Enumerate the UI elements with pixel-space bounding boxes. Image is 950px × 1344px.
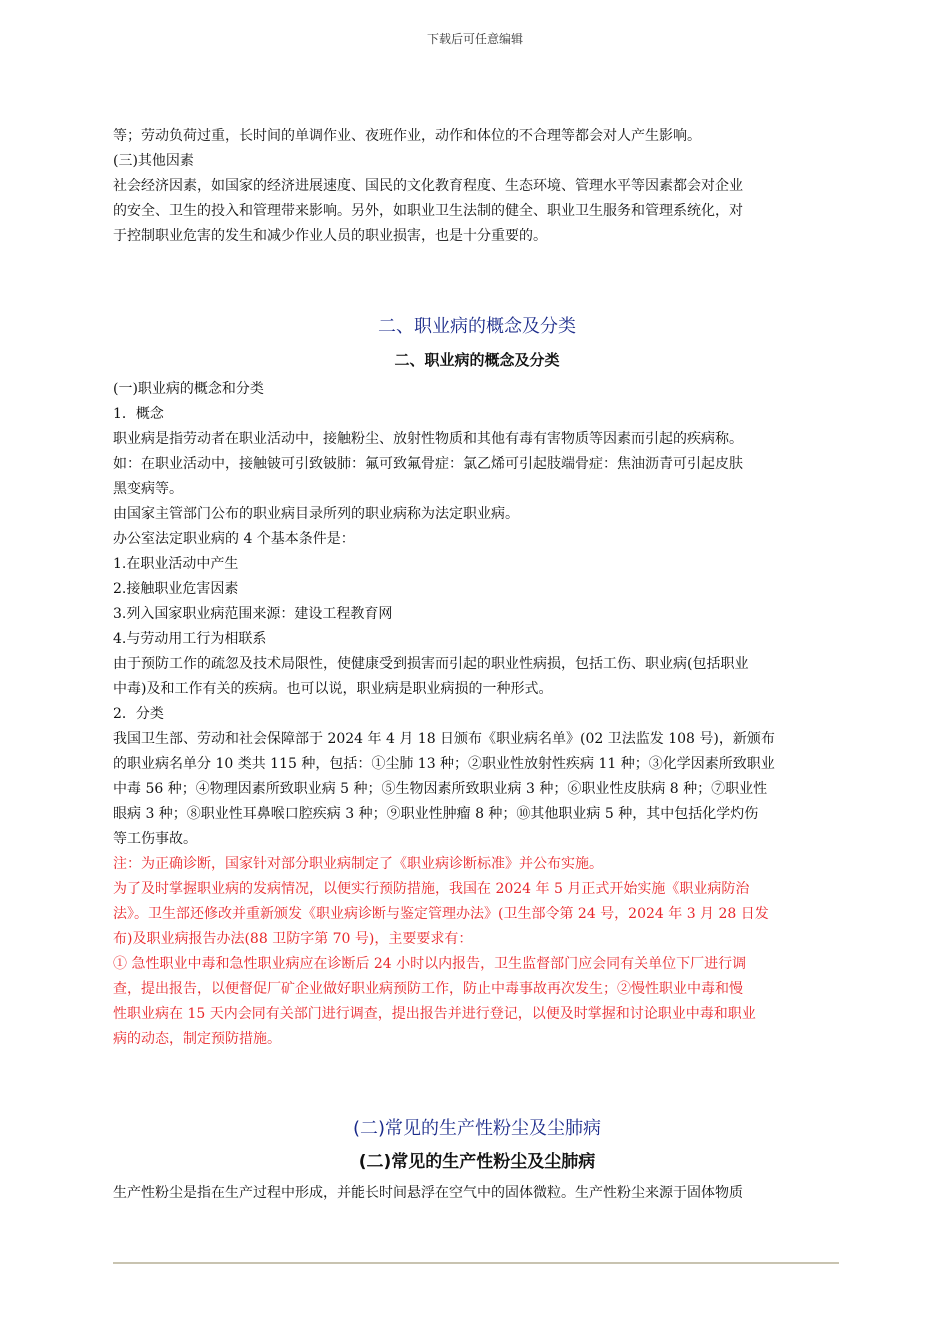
section-occupational-disease xyxy=(113,314,841,1052)
text-line: 等工伤事故。 xyxy=(113,831,197,847)
note-line: 病的动态，制定预防措施。 xyxy=(113,1031,281,1047)
note-line: 法》。卫生部还修改并重新颁发《职业病诊断与鉴定管理办法》(卫生部令第 24 号，2024 年 3 月 28 日发 xyxy=(113,906,769,922)
subheading: 2．分类 xyxy=(113,706,164,722)
text-line: 眼病 3 种；⑧职业性耳鼻喉口腔疾病 3 种；⑨职业性肿瘤 8 种；⑩其他职业病 5 种，其中包括化学灼伤 xyxy=(113,806,759,822)
text-line: 的职业病名单分 10 类共 115 种，包括：①尘肺 13 种；②职业性放射性疾病 11 种；③化学因素所致职业 xyxy=(113,756,775,772)
list-item: 1.在职业活动中产生 xyxy=(113,556,239,572)
text-line: 黑变病等。 xyxy=(113,481,183,497)
text-line: 如：在职业活动中，接触铍可引致铍肺：氟可致氟骨症：氯乙烯可引起肢端骨症：焦油沥青可引起皮肤 xyxy=(113,456,743,472)
text-line: 由国家主管部门公布的职业病目录所列的职业病称为法定职业病。 xyxy=(113,506,519,522)
section-heading: (二)常见的生产性粉尘及尘肺病 xyxy=(358,1152,596,1172)
footer-divider xyxy=(113,1262,839,1264)
text-line: 我国卫生部、劳动和社会保障部于 2024 年 4 月 18 日颁布《职业病名单》(02 卫法监发 108 号)，新颁布 xyxy=(113,731,775,747)
section-heading: 二、职业病的概念及分类 xyxy=(394,351,560,369)
section-heading-blue: 二、职业病的概念及分类 xyxy=(378,316,576,337)
note-line: 布)及职业病报告办法(88 卫防字第 70 号)，主要要求有： xyxy=(113,931,473,947)
text-line: 中毒 56 种；④物理因素所致职业病 5 种；⑤生物因素所致职业病 3 种；⑥职业性皮肤病 8 种；⑦职业性 xyxy=(113,781,768,797)
note-line: 性职业病在 15 天内会同有关部门进行调查，提出报告并进行登记，以便及时掌握和讨论职业中毒和职业 xyxy=(113,1006,756,1022)
text-line: 中毒)及和工作有关的疾病。也可以说，职业病是职业病损的一种形式。 xyxy=(113,681,553,697)
text-line: 于控制职业危害的发生和减少作业人员的职业损害，也是十分重要的。 xyxy=(113,228,547,244)
note-line: ① 急性职业中毒和急性职业病应在诊断后 24 小时以内报告，卫生监督部门应会同有关单位下厂进行调 xyxy=(113,956,747,972)
text-line: 社会经济因素，如国家的经济进展速度、国民的文化教育程度、生态环境、管理水平等因素都会对企业 xyxy=(113,178,743,194)
top-paragraphs xyxy=(113,124,841,249)
text-line: 生产性粉尘是指在生产过程中形成，并能长时间悬浮在空气中的固体微粒。生产性粉尘来源于固体物质 xyxy=(113,1185,743,1201)
subheading: (一)职业病的概念和分类 xyxy=(113,381,264,397)
section-dust xyxy=(113,1116,841,1206)
subheading: (三)其他因素 xyxy=(113,153,194,169)
note-line: 注：为正确诊断，国家针对部分职业病制定了《职业病诊断标准》并公布实施。 xyxy=(113,856,603,872)
text-line: 的安全、卫生的投入和管理带来影响。另外，如职业卫生法制的健全、职业卫生服务和管理系统化，对 xyxy=(113,203,743,219)
page-header: 下载后可任意编辑 xyxy=(426,32,523,46)
note-line: 为了及时掌握职业病的发病情况，以便实行预防措施，我国在 2024 年 5 月正式开始实施《职业病防治 xyxy=(113,881,750,897)
text-line: 办公室法定职业病的 4 个基本条件是： xyxy=(113,531,355,547)
note-line: 查，提出报告，以便督促厂矿企业做好职业病预防工作，防止中毒事故再次发生；②慢性职业中毒和慢 xyxy=(113,981,743,997)
section-heading-blue: (二)常见的生产性粉尘及尘肺病 xyxy=(352,1118,602,1139)
subheading: 1．概念 xyxy=(113,406,164,422)
list-item: 3.列入国家职业病范围来源：建设工程教育网 xyxy=(113,606,393,622)
list-item: 2.接触职业危害因素 xyxy=(113,581,239,597)
text-line: 职业病是指劳动者在职业活动中，接触粉尘、放射性物质和其他有毒有害物质等因素而引起的疾病称。 xyxy=(113,431,743,447)
text-line: 等；劳动负荷过重，长时间的单调作业、夜班作业，动作和体位的不合理等都会对人产生影响。 xyxy=(113,128,701,144)
list-item: 4.与劳动用工行为相联系 xyxy=(113,631,267,647)
text-line: 由于预防工作的疏忽及技术局限性，使健康受到损害而引起的职业性病损，包括工伤、职业病(包括职业 xyxy=(113,656,749,672)
